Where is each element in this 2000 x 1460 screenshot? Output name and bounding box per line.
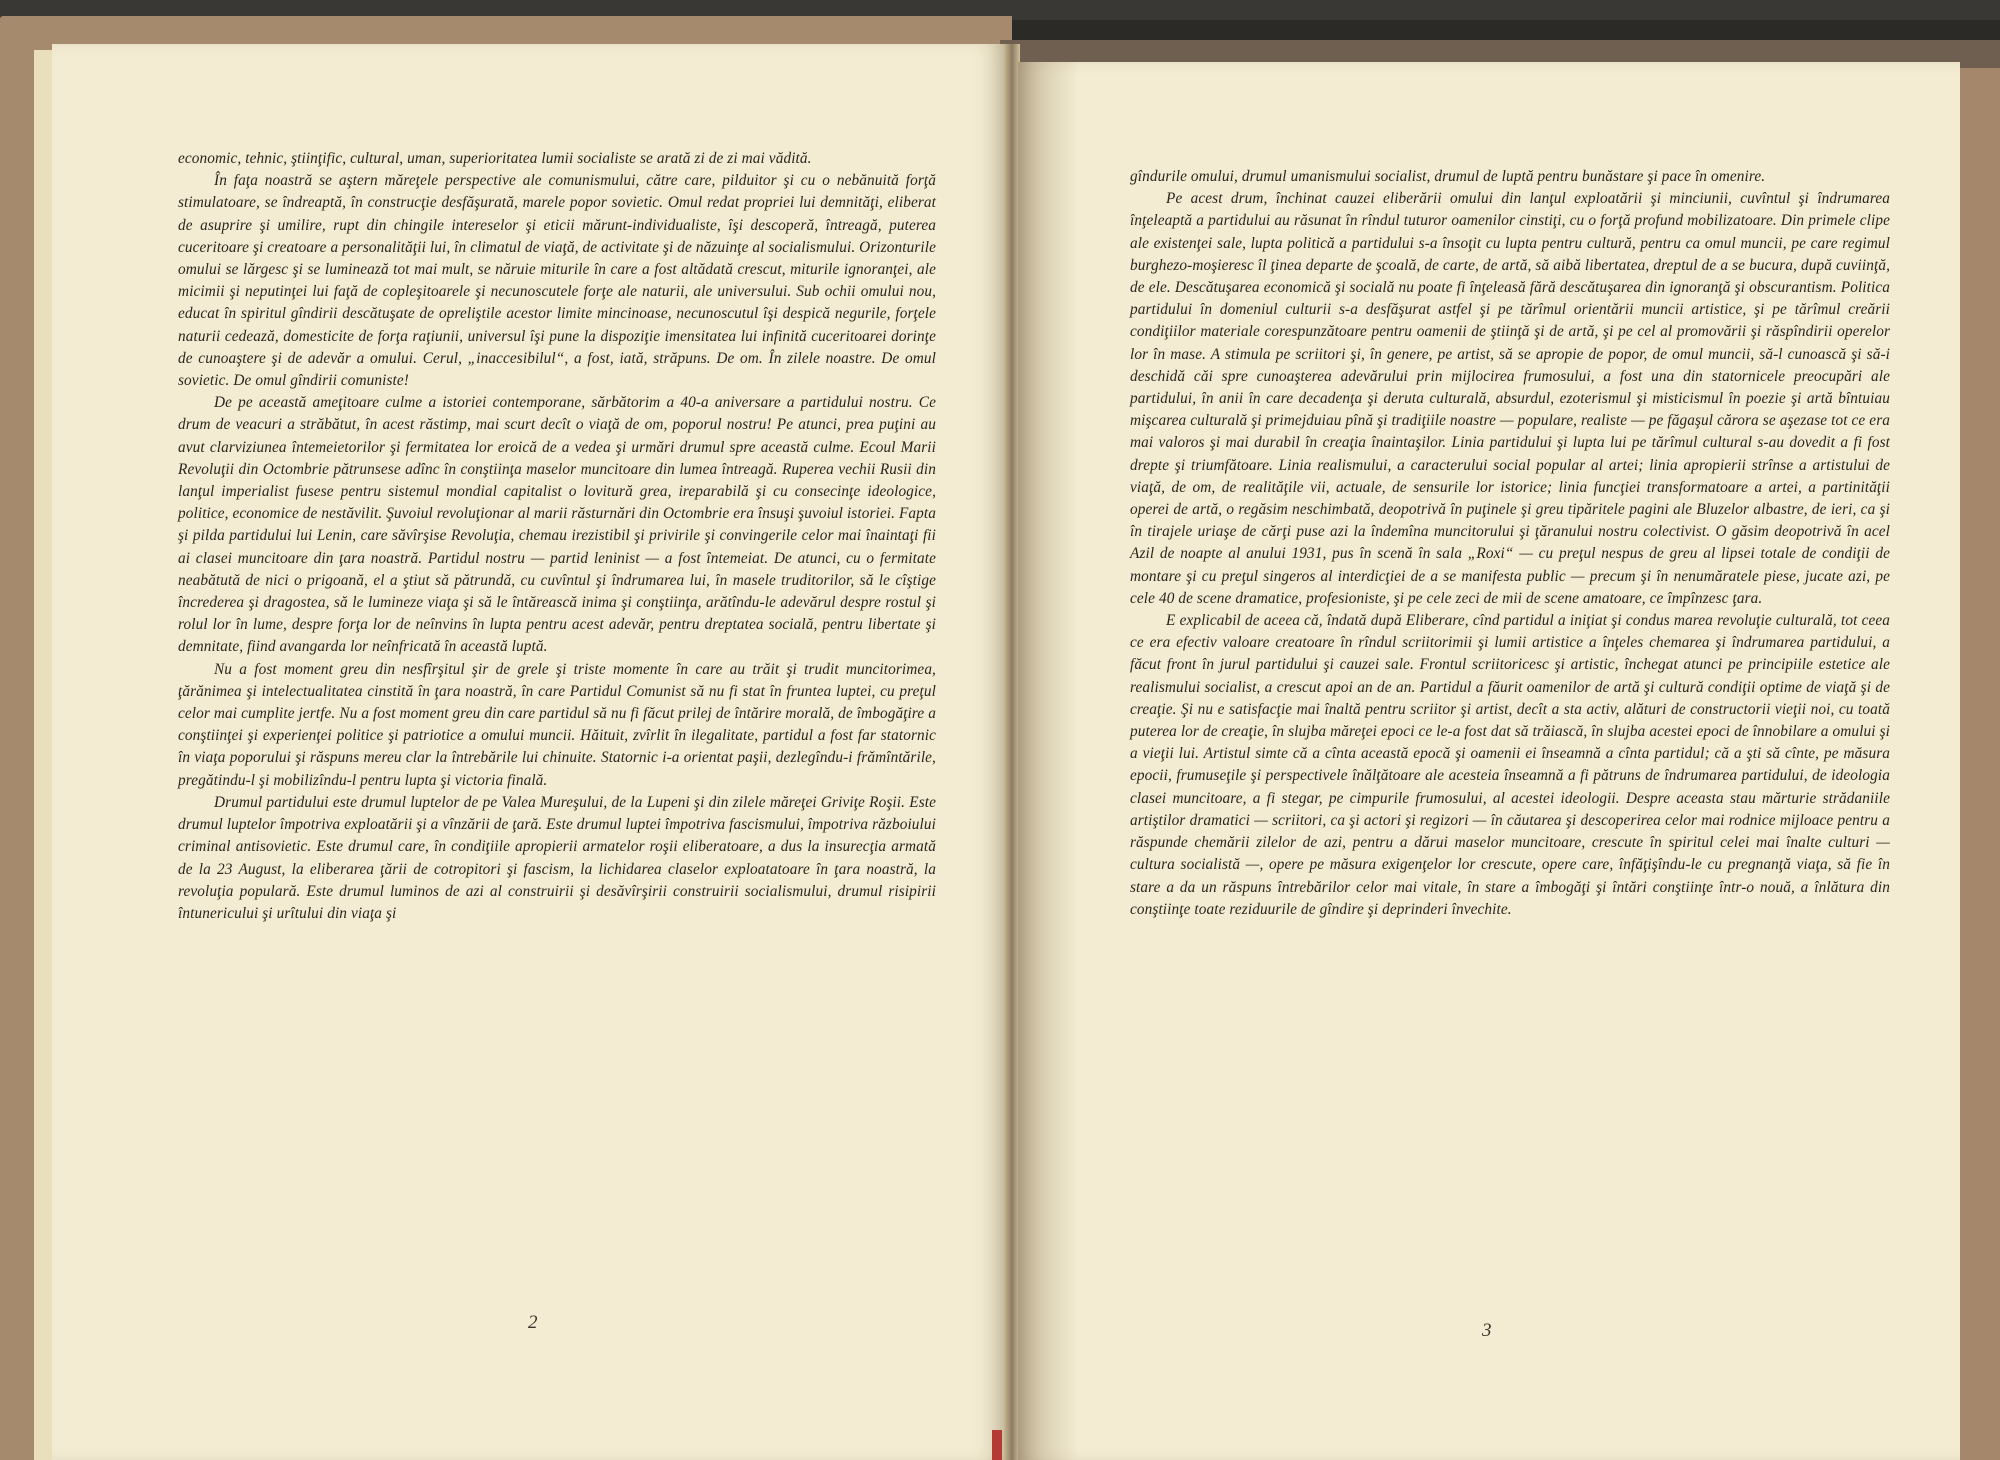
- right-page: [1018, 62, 1960, 1460]
- paragraph: Nu a fost moment greu din nesfîrşitul şir de grele şi triste momente în care au trăit şi trudit muncitorimea, ţărănimea şi intelectualitatea cinstită în ţara noastră, în care Partidul Comunist să nu fi stat în fruntea luptei, cu preţul celor mai cumplite jertfe. Nu a fost moment greu din care partidul să nu fi făcut prilej de întărire morală, de îmbogăţire a conştiinţei şi experienţei politice şi patriotice a omului muncii. Hăituit, zvîrlit în ilegalitate, partidul a fost far statornic în viaţa poporului şi răspuns mereu clar la întrebările lui chinuite. Statornic i-a orientat paşii, dezlegîndu-i frămîntările, pregătindu-l şi mobilizîndu-l pentru lupta şi victoria finală.: [178, 660, 936, 789]
- paragraph: De pe această ameţitoare culme a istoriei contemporane, sărbătorim a 40-a aniversare a partidului nostru. Ce drum de veacuri a străbătut, în acest răstimp, mai scurt decît o viaţă de om, poporul nostru! Pe atunci, prea puţini au avut clarviziunea întemeietorilor şi fermitatea lor eroică de a vedea şi urmări drumul spre această culme. Ecoul Marii Revoluţii din Octombrie pătrunsese adînc în conştiinţa maselor muncitoare din lumea întreagă. Ruperea vechii Rusii din lanţul imperialist fusese pentru sistemul mondial capitalist o lovitură grea, ireparabilă şi cu consecinţe ideologice, politice, economice de nestăvilit. Şuvoiul revoluţionar al marii răsturnări din Octombrie era însuşi şuvoiul istoriei. Fapta şi pilda partidului lui Lenin, care săvîrşise Revoluţia, chemau irezistibil şi privirile şi convingerile celor mai înaintaţi fii ai clasei muncitoare din ţara noastră. Partidul nostru — partid leninist — a fost întemeiat. De atunci, cu o fermitate neabătută de nici o prigoană, el a ştiut să pătrundă, cu cuvîntul şi îndrumarea lui, în masele truditorilor, să le cîştige încrederea şi dragostea, să le lumineze viaţa şi să le întărească inima şi conştiinţa, arătîndu-le adevărul despre rostul şi rolul lor în lume, despre forţa lor de neînvins în lupta pentru acest adevăr, pentru dreptatea socială, pentru libertate şi demnitate, fiind avangarda lor neînfricată în această luptă.: [178, 394, 936, 656]
- page-number: 2: [528, 1312, 538, 1333]
- bookmark-ribbon: [992, 1430, 1002, 1460]
- paragraph: Pe acest drum, închinat cauzei eliberării omului din lanţul exploatării şi minciunii, cuvîntul şi îndrumarea înţeleaptă a partidului au răsunat în rîndul tuturor oamenilor cinstiţi, cu o forţă profund mobilizatoare. Din primele clipe ale existenţei sale, lupta politică a partidului s-a însoţit cu lupta pentru cultură, pentru ca omul muncii, pe care regimul burghezo-moşieresc îl ţinea departe de şcoală, de carte, de artă, să aibă libertatea, dreptul de a se bucura, după cuviinţă, de ele. Descătuşarea economică şi socială nu poate fi înţeleasă fără descătuşarea din ignoranţă şi obscurantism. Politica partidului în domeniul culturii s-a desfăşurat astfel şi pe tărîmul orientării muncii artistice, şi pe tărîmul creării condiţiilor materiale corespunzătoare pentru oamenii de ştiinţă şi de artă, şi pe cel al promovării şi răspîndirii operelor lor în mase. A stimula pe scriitori şi, în genere, pe artist, să se apropie de popor, de omul muncii, să-l cunoască şi să-i deschidă căi spre cunoaşterea adevărului prin mijlocirea frumosului, a fost una din statornicele preocupări ale partidului, în anii în care decadenţa şi deruta culturală, absurdul, ezoterismul şi misticismul în poezie şi artă bîntuiau mişcarea culturală şi primejduiau pînă şi tradiţiile noastre — populare, realiste — pe făgaşul cărora se aşezase tot ce era mai valoros şi mai durabil în creaţia înaintaşilor. Linia partidului şi lupta lui pe tărîmul cultural s-au dovedit a fi fost drepte şi triumfătoare. Linia realismului, a caracterului social popular al artei; linia apropierii strînse a artistului de viaţă, de om, de realităţile vii, actuale, de sensurile lor istorice; linia funcţiei transformatoare a artei, a partinităţii operei de artă, o regăsim neschimbată, deopotrivă în puţinele şi greu tipăritele pagini ale Bluzelor albastre, de ieri, ca şi în tirajele uriaşe de cărţi puse azi la îndemîna muncitorului şi ţăranului nostru colectivist. O găsim deopotrivă în acel Azil de noapte al anului 1931, pus în scenă în sala „Roxi“ — cu preţul nespus de greu al lipsei totale de condiţii de montare şi cu preţul singeros al interdicţiei de a se manifesta public — precum şi în nenumăratele piese, jucate azi, pe cele 40 de scene dramatice, profesioniste, şi pe cele zeci de mii de scene amatoare, ce împînzesc ţara.: [1130, 190, 1890, 607]
- paragraph: gîndurile omului, drumul umanismului socialist, drumul de luptă pentru bunăstare şi pace în omenire.: [1130, 168, 1766, 185]
- paragraph: economic, tehnic, ştiinţific, cultural, uman, superioritatea lumii socialiste se arată zi de zi mai vădită.: [178, 150, 812, 167]
- left-page: [52, 44, 1004, 1460]
- left-page-text: [178, 148, 936, 925]
- right-page-text: [1130, 166, 1890, 921]
- paragraph: E explicabil de aceea că, îndată după Eliberare, cînd partidul a iniţiat şi condus marea revoluţie culturală, tot ceea ce era efectiv valoare creatoare în rîndul scriitorimii şi lumii artistice a înţeles chemarea şi îndrumarea partidului, a făcut front în jurul partidului şi cauzei sale. Frontul scriitoricesc şi artistic, închegat atunci pe principiile estetice ale realismului socialist, a crescut apoi an de an. Partidul a făurit oamenilor de artă şi cultură condiţii optime de viaţă şi de creaţie. Şi nu e satisfacţie mai înaltă pentru scriitor şi artist, decît a sta activ, alături de constructorii vieţii noi, cu toată puterea lor de creaţie, în slujba măreţei epoci ce le-a fost dat să trăiască, în slujba acestei epoci de înnobilare a omului şi a vieţii lui. Artistul simte că a cînta această epocă şi oamenii ei înseamnă a cînta partidul; că a şti să cînte, pe măsura epocii, frumuseţile şi perspectivele înălţătoare ale acesteia înseamnă a fi pătruns de îndrumarea partidului, de ideologia clasei muncitoare, a fi stegar, pe cimpurile frumosului, al acestei ideologii. Despre aceasta stau mărturie strădaniile artiştilor dramatici — scriitori, ca şi actori şi regizori — în căutarea şi descoperirea celor mai rodnice mijloace pentru a răspunde chemării zilelor de azi, pentru a dărui maselor muncitoare, crescute în spiritul celei mai înalte culturi — cultura socialistă —, opere pe măsura exigenţelor lor crescute, opere care, înfăţişîndu-le cu pregnanţă viaţa, să fie în stare a da un răspuns întrebărilor celor mai vitale, în stare a îmbogăţi şi întări conştiinţe într-o nouă, a înlătura din conştiinţe toate reziduurile de gîndire şi deprinderi învechite.: [1130, 612, 1890, 918]
- paragraph: Drumul partidului este drumul luptelor de pe Valea Mureşului, de la Lupeni şi din zilele măreţei Griviţe Roşii. Este drumul luptelor împotriva exploatării şi a vînzării de ţară. Este drumul luptei împotriva fascismului, împotriva războiului criminal antisovietic. Este drumul care, în condiţiile apropierii armatelor roşii eliberatoare, a dus la insurecţia armată de la 23 August, la eliberarea ţării de cotropitori şi fascism, la lichidarea claselor exploatatoare în ţara noastră, la revoluţia populară. Este drumul luminos de azi al construirii şi desăvîrşirii construirii socialismului, drumul risipirii întunericului şi urîtului din viaţa şi: [178, 793, 937, 922]
- page-number: 3: [1482, 1320, 1492, 1341]
- paragraph: În faţa noastră se aştern măreţele perspective ale comunismului, către care, pilduitor şi cu o nebănuită forţă stimulatoare, se îndreaptă, în construcţie desfăşurată, marele popor sovietic. Omul redat propriei lui demnităţi, eliberat de asuprire şi umilire, rupt din chingile intereselor şi eticii mărunt-individualiste, îşi descoperă, întreagă, puterea cuceritoare şi creatoare a personalităţii lui, în climatul de viaţă, de activitate şi de năzuinţe al socialismului. Orizonturile omului se lărgesc şi se luminează tot mai mult, se năruie miturile în care a fost altădată crescut, miturile ignoranţei, ale micimii şi neputinţei lui faţă de copleşitoarele şi necunoscutele forţe ale naturii, ale universului. Sub ochii omului nou, educat în spiritul gîndirii descătuşate de opreliştile acestor limite mincinoase, necunoscutul îşi despică negurile, forţele naturii cedează, domesticite de forţa raţiunii, universul îşi pune la dispoziţie imensitatea lui infinită cuceritoarei dorinţe de cunoaştere şi de adevăr a omului. Cerul, „inaccesibilul“, a fost, iată, străpuns. De om. În zilele noastre. De omul sovietic. De omul gîndirii comuniste!: [178, 172, 937, 390]
